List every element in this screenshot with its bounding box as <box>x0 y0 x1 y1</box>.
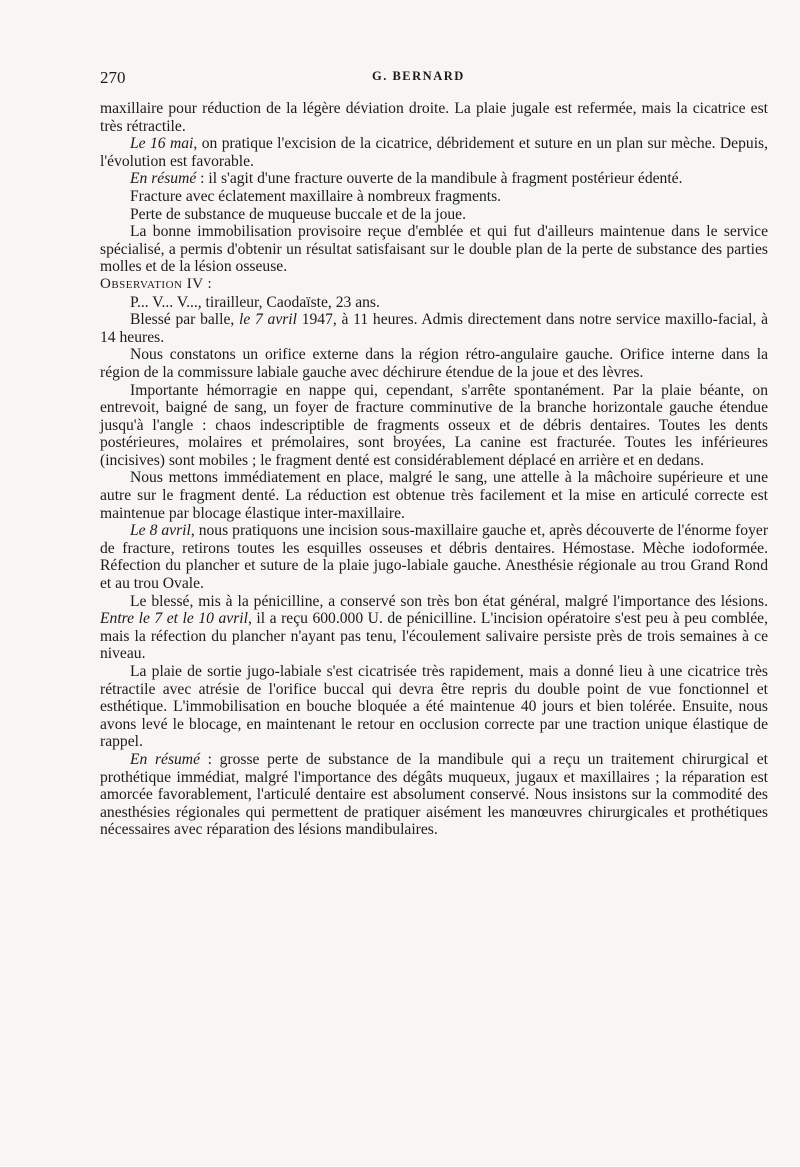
running-header <box>100 68 740 88</box>
paragraph: maxillaire pour réduction de la légère déviation droite. La plaie jugale est refermée, mais la cicatrice est très rétractile. <box>100 100 768 135</box>
paragraph: La plaie de sortie jugo-labiale s'est cicatrisée très rapidement, mais a donné lieu à une cicatrice très rétractile avec atrésie de l'orifice buccal qui devra être repris du double point de vue fonctionnel et esthétique. L'immobilisation en bouche bloquée a été maintenue 40 jours et bien tolérée. Ensuite, nous avons levé le blocage, en maintenant le retour en occlusion correcte par une traction unique élastique de rappel. <box>100 663 768 751</box>
paragraph: En résumé : grosse perte de substance de la mandibule qui a reçu un traitement chirurgical et prothétique immédiat, malgré l'importance des dégâts muqueux, jugaux et maxillaires ; la réparation est amorcée favorablement, l'articulé dentaire est absolument conservé. Nous insistons sur la commodité des anesthésies régionales qui permettent de pratiquer aisément les manœuvres chirurgicales et prothétiques nécessaires avec réparation des lésions mandibulaires. <box>100 750 768 839</box>
date-emphasis: Le 16 mai <box>130 135 194 153</box>
page-body <box>100 100 768 839</box>
observation-heading: Observation IV : <box>100 275 213 292</box>
paragraph: Perte de substance de muqueuse buccale et de la joue. <box>130 205 466 223</box>
paragraph: Fracture avec éclatement maxillaire à nombreux fragments. <box>130 187 502 205</box>
date-emphasis: Entre le 7 et le 10 avril <box>100 610 248 628</box>
paragraph: Blessé par balle, le 7 avril 1947, à 11 heures. Admis directement dans notre service maxillo-facial, à 14 heures. <box>100 311 768 346</box>
paragraph: La bonne immobilisation provisoire reçue d'emblée et qui fut d'ailleurs maintenue dans le service spécialisé, a permis d'obtenir un résultat satisfaisant sur le double plan de la perte de substance des parties molles et de la lésion osseuse. <box>100 223 768 276</box>
running-head-author: G. BERNARD <box>372 69 465 83</box>
date-emphasis: le 7 avril <box>239 311 297 329</box>
patient-line: P... V... V..., tirailleur, Caodaïste, 23 ans. <box>130 293 380 311</box>
paragraph: Nous constatons un orifice externe dans la région rétro-angulaire gauche. Orifice interne dans la région de la commissure labiale gauche avec déchirure étendue de la joue et des lèvres. <box>100 346 768 381</box>
date-emphasis: Le 8 avril <box>130 522 191 540</box>
paragraph: En résumé : il s'agit d'une fracture ouverte de la mandibule à fragment postérieur édenté. <box>130 170 683 188</box>
page-number: 270 <box>100 68 126 87</box>
paragraph: Le 16 mai, on pratique l'excision de la cicatrice, débridement et suture en un plan sur mèche. Depuis, l'évolution est favorable. <box>100 135 768 170</box>
paragraph: Nous mettons immédiatement en place, malgré le sang, une attelle à la mâchoire supérieure et une autre sur le fragment denté. La réduction est obtenue très facilement et la mise en articulé correcte est maintenue par blocage élastique inter-maxillaire. <box>100 469 768 522</box>
paragraph: Le 8 avril, nous pratiquons une incision sous-maxillaire gauche et, après découverte de l'énorme foyer de fracture, retirons toutes les esquilles osseuses et débris dentaires. Hémostase. Mèche iodoformée. Réfection du plancher et suture de la plaie jugo-labiale gauche. Anesthésie régionale au trou Grand Rond et au trou Ovale. <box>100 522 769 593</box>
summary-heading: En résumé <box>130 170 197 188</box>
paragraph: Importante hémorragie en nappe qui, cependant, s'arrête spontanément. Par la plaie béante, on entrevoit, baigné de sang, un foyer de fracture comminutive de la branche horizontale gauche étendue jusqu'à l'angle : chaos indescriptible de fragments osseux et de débris dentaires. Toutes les dents postérieures, molaires et prémolaires, sont broyées, La canine est fracturée. Toutes les inférieures (incisives) sont mobiles ; le fragment denté est considérablement déplacé en arrière et en dedans. <box>100 381 768 469</box>
summary-heading: En résumé <box>130 750 200 768</box>
paragraph: Le blessé, mis à la pénicilline, a conservé son très bon état général, malgré l'importance des lésions. Entre le 7 et le 10 avril, il a reçu 600.000 U. de pénicilline. L'incision opératoire s'est peu à peu comblée, mais la réfection du plancher n'ayant pas tenu, l'écoulement salivaire persiste près de trois semaines à ce niveau. <box>100 592 768 663</box>
